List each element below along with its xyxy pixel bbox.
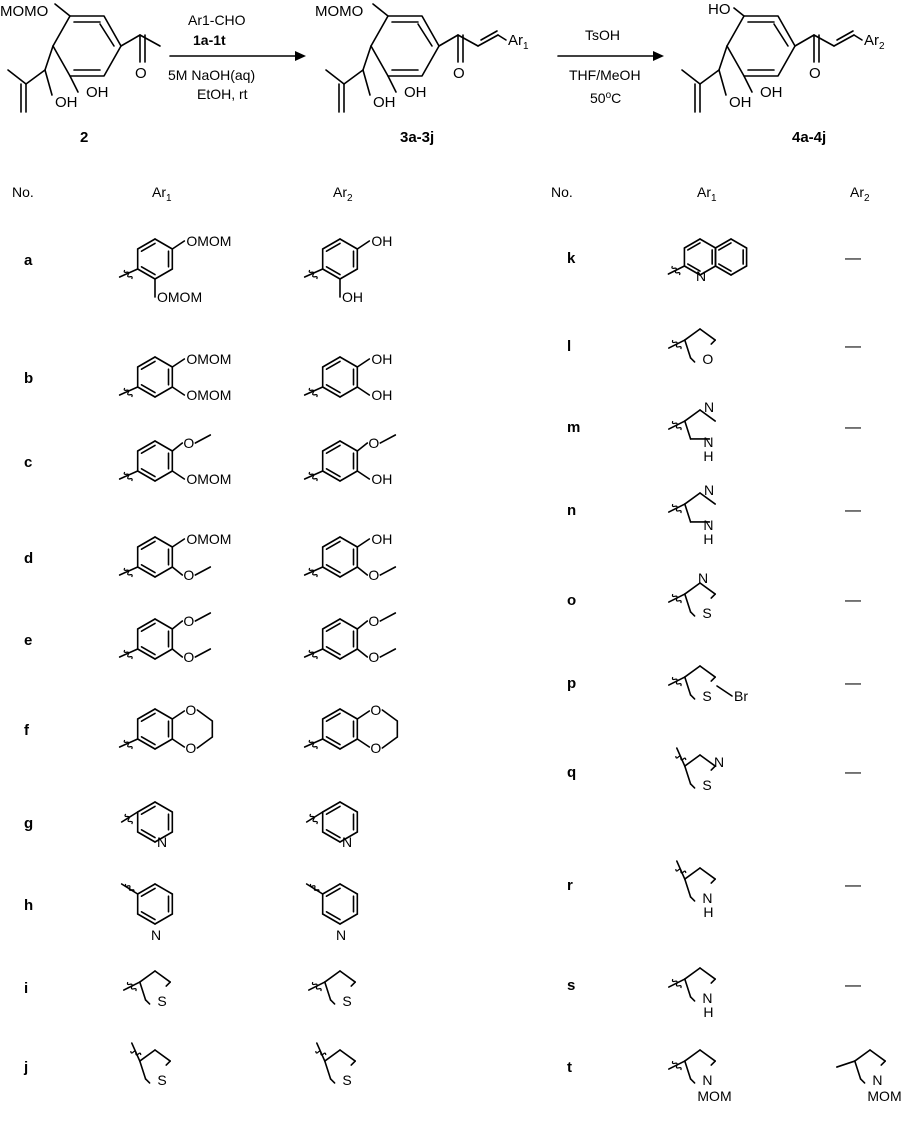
compound-3-structure: [315, 3, 529, 146]
ar1-structure: [120, 435, 232, 487]
compound-2-oh-label: OH: [86, 84, 109, 101]
row-id: t: [567, 1059, 572, 1076]
row-id: m: [567, 419, 581, 436]
pyrrole-h: H: [703, 1003, 714, 1020]
row-id: b: [24, 370, 34, 387]
methoxy-o: O: [368, 567, 380, 583]
para-substituent: OH: [371, 351, 393, 367]
ar2-structure: [305, 233, 393, 305]
compound-4-oh2-label: OH: [729, 94, 752, 111]
row-id: o: [567, 592, 577, 609]
table-row: [567, 399, 861, 464]
row-id: h: [24, 897, 34, 914]
methoxy-o: O: [183, 567, 195, 583]
thiophene-s: S: [342, 1071, 352, 1088]
compound-3-momo-label: MOMO: [315, 3, 364, 20]
step1-condition1: 5M NaOH(aq): [168, 67, 256, 83]
row-id: j: [24, 1059, 29, 1076]
methoxy-o: O: [368, 613, 380, 629]
table-row: [24, 802, 357, 850]
step2-reagent: TsOH: [585, 27, 620, 43]
row-id: a: [24, 252, 33, 269]
row-id: n: [567, 502, 577, 519]
ar1-structure: [122, 802, 173, 850]
table-row: [24, 351, 392, 403]
dioxane-o: O: [370, 702, 382, 718]
step1-arrow-group: [168, 12, 306, 102]
ar2-dash: —: [845, 675, 861, 692]
n-mom-label: MOM: [867, 1087, 902, 1104]
ar1-structure: [669, 666, 749, 704]
compound-4-carbonyl-o: O: [809, 65, 821, 82]
imidazole-n: N: [704, 482, 715, 498]
table-row: [24, 435, 395, 487]
ar2-structure: [305, 531, 396, 583]
ortho-substituent: OMOM: [157, 289, 203, 305]
imidazole-nh: N: [703, 433, 714, 450]
thiophene-s: S: [157, 1071, 167, 1088]
table-row: [567, 666, 861, 704]
pyrrole-n: N: [702, 989, 713, 1006]
row-id: s: [567, 977, 576, 994]
compound-4-label: 4a-4j: [792, 129, 827, 146]
compound-3-carbonyl-o: O: [453, 65, 465, 82]
ar1-structure: [669, 968, 715, 1020]
methoxy-o: O: [368, 435, 380, 451]
pyridine-n: N: [342, 834, 353, 850]
imidazole-h: H: [703, 530, 714, 547]
pyrrole-n: N: [702, 889, 713, 906]
row-id: p: [567, 675, 577, 692]
ar2-dash: —: [845, 250, 861, 267]
dioxane-o: O: [185, 702, 197, 718]
ar2-dash: —: [845, 764, 861, 781]
quinoline-n: N: [696, 268, 707, 284]
ar2-dash: —: [845, 877, 861, 894]
thiazole-n: N: [714, 754, 725, 770]
row-id: c: [24, 454, 33, 471]
step2-arrowhead-icon: [653, 51, 664, 61]
right-header-ar1: $Ar_1$: [697, 184, 717, 204]
table-rows-layer: [23, 233, 902, 1104]
table-row: [567, 1050, 902, 1104]
table-row: [24, 971, 355, 1009]
ar1-structure: [120, 531, 232, 583]
ar1-structure: [131, 1043, 170, 1088]
ar1-structure: [120, 233, 232, 305]
ar1-structure: [120, 351, 232, 403]
compound-3-ar1-label: $Ar_1$: [508, 32, 529, 52]
ar2-dash: —: [845, 977, 861, 994]
ar2-structure: [837, 1050, 902, 1104]
table-row: [24, 531, 395, 583]
left-header-ar1: $Ar_1$: [152, 184, 172, 204]
ar1-structure: [120, 613, 211, 665]
para-substituent: OH: [371, 233, 393, 249]
para-substituent: OMOM: [186, 351, 232, 367]
bromo-label: Br: [734, 688, 748, 704]
table-row: [567, 748, 861, 793]
ar1-structure: [668, 239, 746, 284]
ar2-structure: [305, 613, 396, 665]
step1-arrowhead-icon: [295, 51, 306, 61]
ar2-dash: —: [845, 592, 861, 609]
compound-3-oh-label: OH: [404, 84, 427, 101]
table-row: [567, 570, 861, 621]
ar1-structure: [124, 971, 170, 1009]
ar1-structure: [120, 702, 213, 756]
table-row: [567, 861, 861, 920]
ar1-structure: [676, 861, 715, 920]
thiazole-s: S: [702, 776, 712, 793]
compound-4-structure: [682, 1, 885, 146]
compound-4-ar2-label: $Ar_2$: [864, 32, 885, 52]
pyridine-n: N: [157, 834, 168, 850]
row-id: i: [24, 980, 29, 997]
row-id: g: [24, 815, 34, 832]
pyridine-n: N: [151, 927, 162, 943]
ar1-structure: [676, 748, 724, 793]
row-id: q: [567, 764, 577, 781]
pyrrole-n: N: [872, 1071, 883, 1088]
thiazole-s: S: [702, 604, 712, 621]
step2-condition2: 50$^o$C: [590, 90, 622, 106]
methoxy-o: O: [183, 613, 195, 629]
step1-reagent-id: 1a-1t: [193, 32, 226, 48]
para-substituent: OH: [371, 531, 393, 547]
ortho-substituent: OH: [342, 289, 363, 305]
table-row: [23, 1043, 355, 1088]
pyrrole-h: H: [703, 903, 714, 920]
ar2-structure: [305, 351, 393, 403]
ar2-structure: [316, 1043, 355, 1088]
ar2-structure: [307, 884, 358, 943]
compound-2-label: 2: [80, 129, 89, 146]
dioxane-o: O: [185, 740, 197, 756]
para-substituent: OMOM: [186, 233, 232, 249]
compound-3-oh2-label: OH: [373, 94, 396, 111]
meta-substituent: OH: [371, 471, 393, 487]
imidazole-nh: N: [703, 516, 714, 533]
compound-3-label: 3a-3j: [400, 129, 435, 146]
row-id: f: [24, 722, 29, 739]
compound-2-carbonyl-o: O: [135, 65, 147, 82]
dioxane-o: O: [370, 740, 382, 756]
methoxy-o: O: [183, 649, 195, 665]
row-id: r: [567, 877, 573, 894]
ar1-structure: [669, 399, 715, 464]
ar1-structure: [122, 884, 173, 943]
compound-2-oh2-label: OH: [55, 94, 78, 111]
row-id: e: [24, 632, 33, 649]
pyrrole-n: N: [702, 1071, 713, 1088]
table-row: [567, 968, 861, 1020]
pyridine-n: N: [336, 927, 347, 943]
furan-o: O: [702, 350, 714, 367]
table-row: [567, 482, 861, 547]
methoxy-o: O: [183, 435, 195, 451]
meta-substituent: OMOM: [186, 471, 232, 487]
ar2-structure: [305, 435, 396, 487]
thiophene-s: S: [342, 992, 352, 1009]
thiophene-s: S: [157, 992, 167, 1009]
compound-4-oh-label: OH: [760, 84, 783, 101]
step2-arrow-group: [558, 27, 664, 106]
table-row: [24, 233, 392, 305]
imidazole-n: N: [704, 399, 715, 415]
thiophene-s: S: [702, 687, 712, 704]
meta-substituent: OH: [371, 387, 393, 403]
ar1-structure: [669, 482, 715, 547]
table-row: [24, 884, 357, 943]
row-id: k: [567, 250, 576, 267]
ar2-structure: [305, 702, 398, 756]
step1-condition2: EtOH, rt: [197, 86, 248, 102]
row-id: d: [24, 550, 34, 567]
table-row: [567, 239, 861, 284]
imidazole-h: H: [703, 447, 714, 464]
table-row: [567, 329, 861, 367]
methoxy-o: O: [368, 649, 380, 665]
ar1-structure: [669, 570, 715, 621]
right-header-no: No.: [551, 184, 573, 200]
n-mom-label: MOM: [697, 1087, 732, 1104]
para-substituent: OMOM: [186, 531, 232, 547]
ar2-dash: —: [845, 419, 861, 436]
ar2-structure: [307, 802, 358, 850]
compound-2-structure: [0, 3, 160, 146]
table-row: [24, 613, 395, 665]
ar2-dash: —: [845, 502, 861, 519]
compound-2-momo-label: MOMO: [0, 3, 49, 20]
ar2-dash: —: [845, 338, 861, 355]
left-header-ar2: $Ar_2$: [333, 184, 353, 204]
right-header-ar2: $Ar_2$: [850, 184, 870, 204]
step1-reagent: Ar1-CHO: [188, 12, 246, 28]
left-header-no: No.: [12, 184, 34, 200]
compound-4-ho-label: HO: [708, 1, 731, 18]
ar1-structure: [669, 329, 715, 367]
meta-substituent: OMOM: [186, 387, 232, 403]
row-id: l: [567, 338, 572, 355]
ar2-structure: [309, 971, 355, 1009]
step2-condition1: THF/MeOH: [569, 67, 641, 83]
table-row: [24, 702, 397, 756]
thiazole-n: N: [698, 570, 709, 586]
ar1-structure: [669, 1050, 732, 1104]
